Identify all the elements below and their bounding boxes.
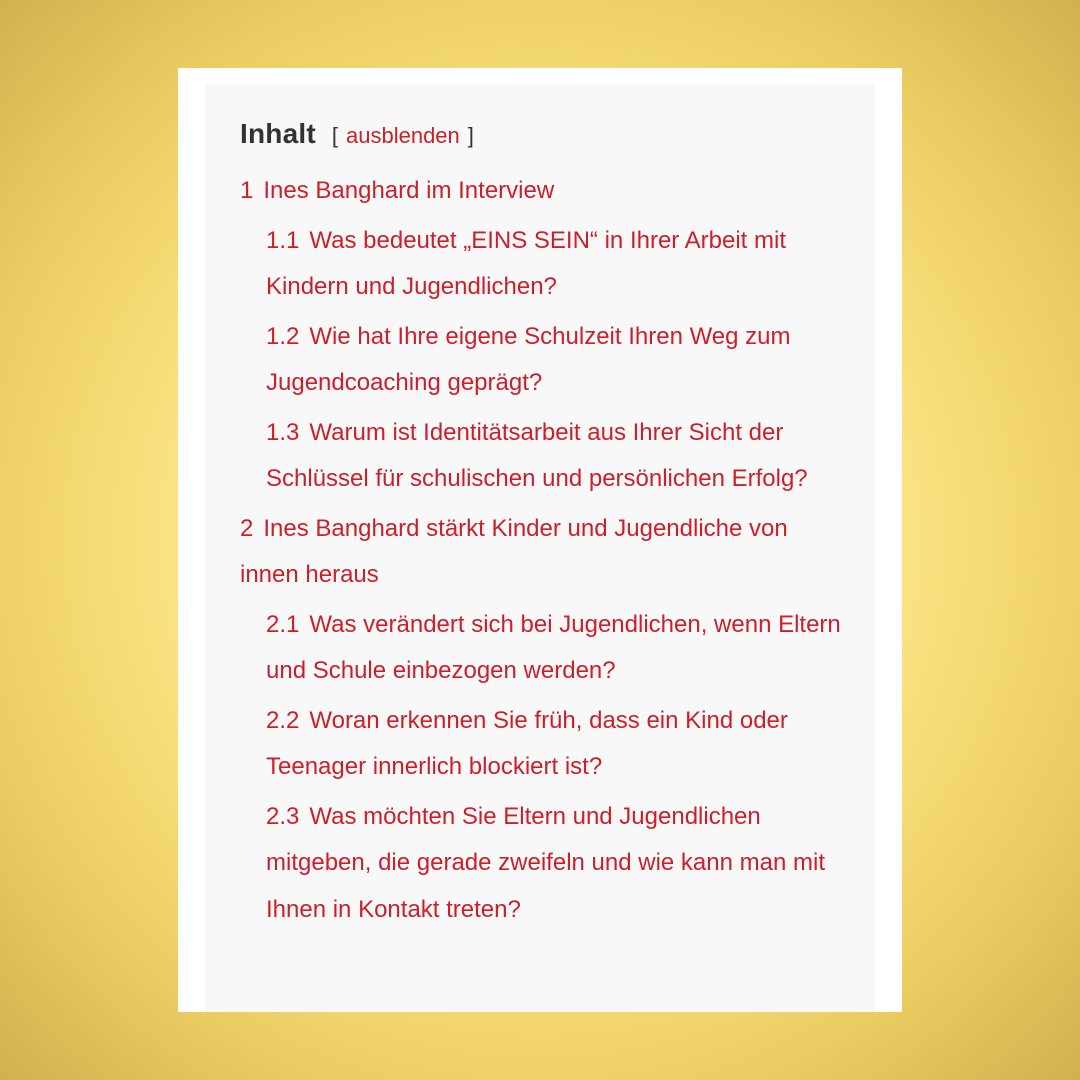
toc-link-2[interactable] (240, 506, 820, 599)
hide-toc-link[interactable]: ausblenden (346, 123, 460, 148)
table-of-contents (205, 84, 875, 1012)
toc-text: Was bedeutet „EINS SEIN“ in Ihrer Arbeit mit Kindern und Jugendlichen? (266, 226, 786, 300)
toc-text: Was verändert sich bei Jugendlichen, wenn Eltern und Schule einbezogen werden? (266, 610, 841, 684)
toc-number: 2.2 (266, 706, 300, 734)
toc-link-2-1[interactable] (240, 602, 846, 695)
toc-text: Warum ist Identitätsarbeit aus Ihrer Sicht der Schlüssel für schulischen und persönlichen Erfolg? (266, 418, 808, 492)
toc-link-2-3[interactable] (240, 794, 846, 934)
toc-text: Ines Banghard stärkt Kinder und Jugendliche von innen heraus (240, 514, 788, 588)
toc-link-1-2[interactable] (240, 314, 846, 407)
toc-text: Ines Banghard im Interview (263, 177, 555, 204)
toc-list (240, 168, 875, 933)
toc-text: Was möchten Sie Eltern und Jugendlichen mitgeben, die gerade zweifeln und wie kann man mit Ihnen in Kontakt treten? (266, 802, 825, 923)
toc-number: 1.3 (266, 418, 300, 446)
toc-number: 2.3 (266, 802, 300, 830)
toc-number: 2.1 (266, 610, 300, 638)
toc-text: Wie hat Ihre eigene Schulzeit Ihren Weg zum Jugendcoaching geprägt? (266, 322, 791, 396)
toc-header (240, 118, 875, 158)
content-card (178, 68, 902, 1012)
toc-title: Inhalt (240, 118, 316, 149)
toc-link-1[interactable] (240, 168, 820, 215)
toc-number: 1.1 (266, 226, 300, 254)
toc-text: Woran erkennen Sie früh, dass ein Kind oder Teenager innerlich blockiert ist? (266, 706, 788, 780)
toc-number: 2 (240, 514, 254, 542)
toc-toggle (332, 123, 474, 149)
toggle-bracket-open: [ (331, 123, 338, 148)
toc-link-1-3[interactable] (240, 410, 846, 503)
toc-link-2-2[interactable] (240, 698, 846, 791)
toc-number: 1.2 (266, 322, 300, 350)
toc-number: 1 (240, 177, 254, 204)
toggle-bracket-close: ] (467, 123, 474, 148)
toc-link-1-1[interactable] (240, 218, 846, 311)
